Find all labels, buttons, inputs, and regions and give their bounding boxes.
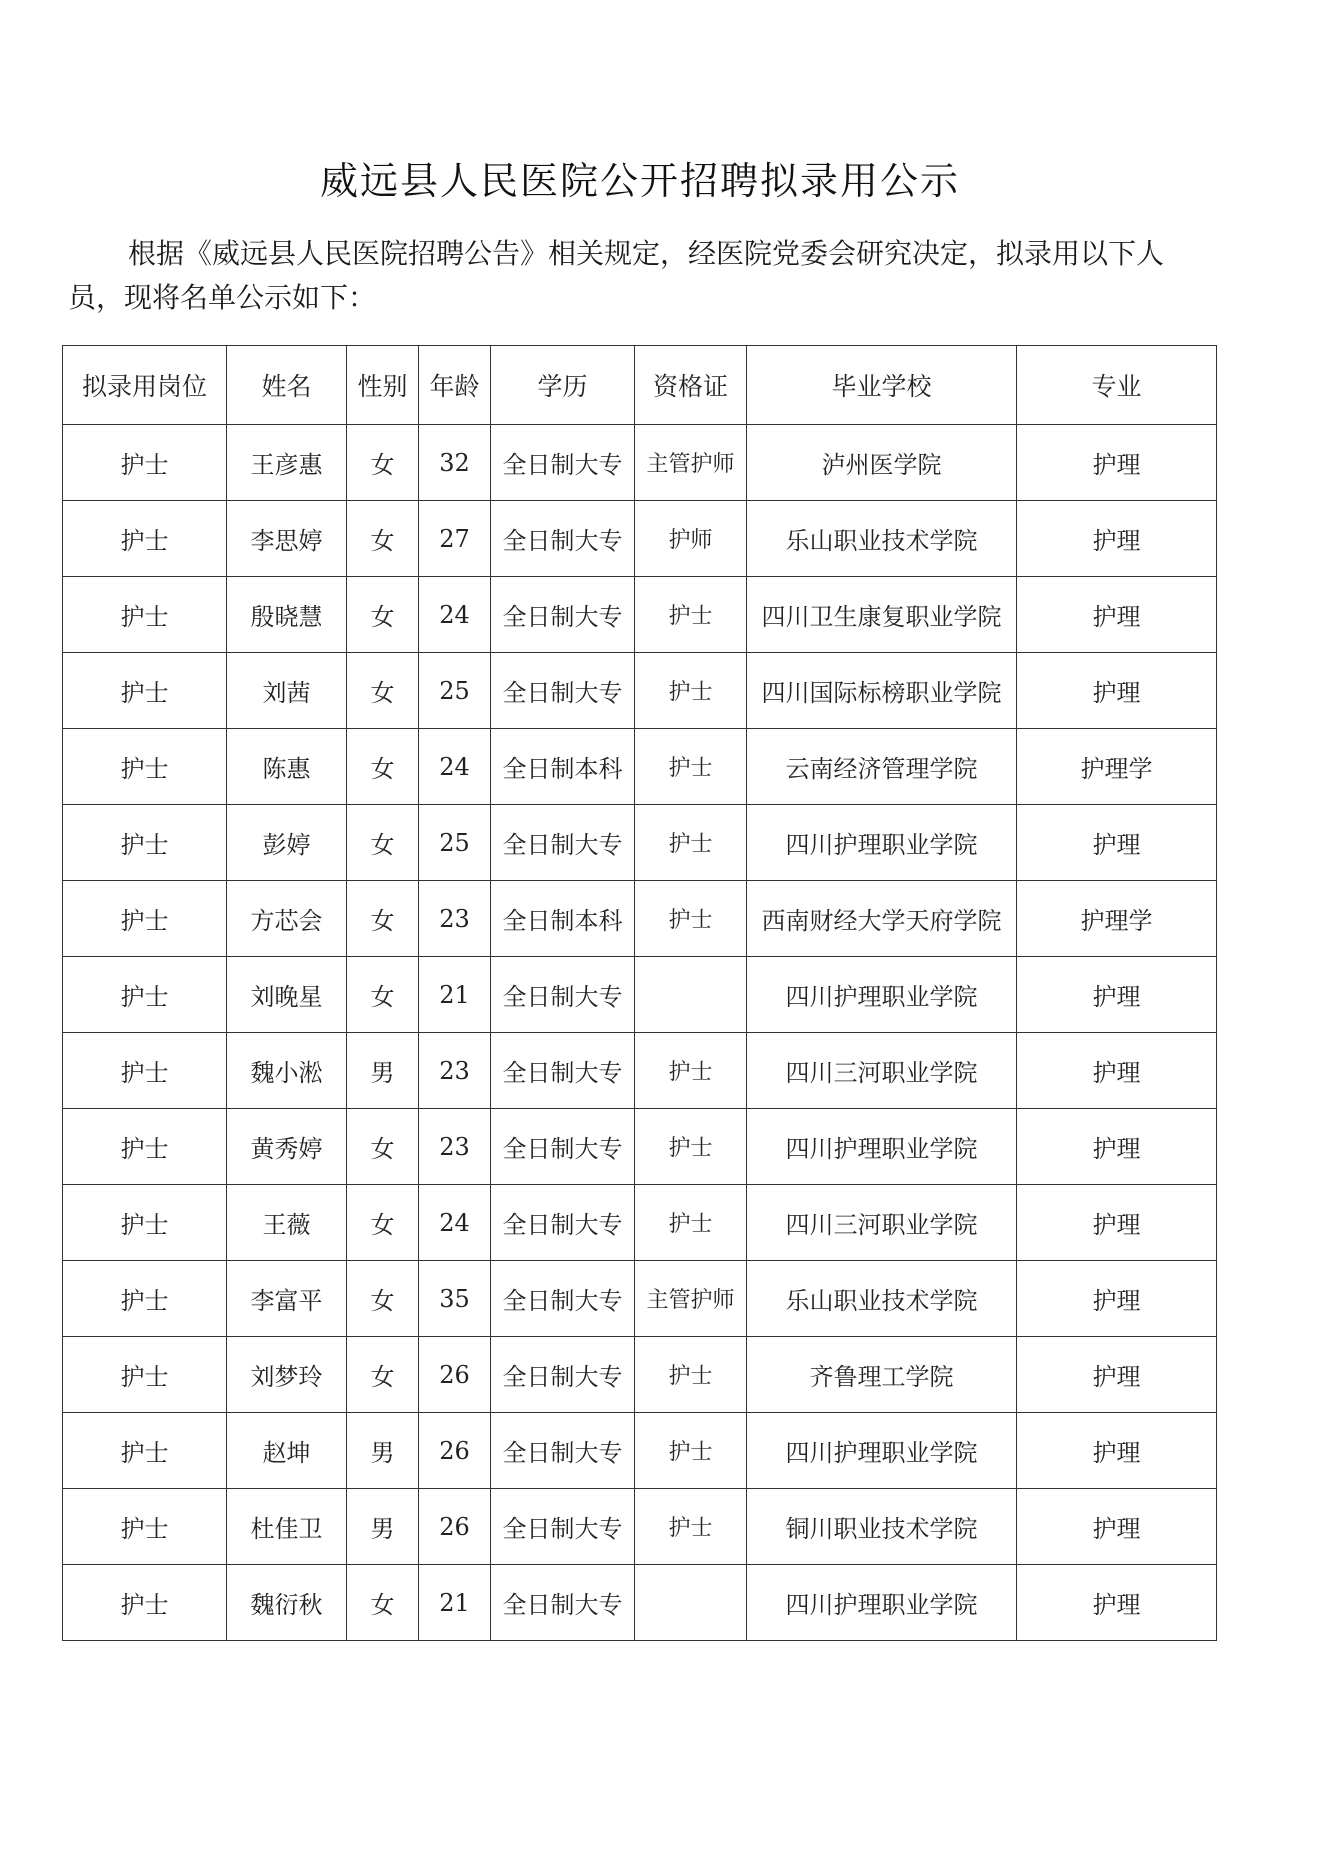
cell-school: 泸州医学院 (747, 425, 1017, 501)
cell-certificate: 护士 (635, 653, 747, 729)
cell-major: 护理 (1017, 1261, 1217, 1337)
cell-name: 陈惠 (227, 729, 347, 805)
cell-sex: 女 (347, 501, 419, 577)
cell-name: 王彦惠 (227, 425, 347, 501)
table-row (63, 425, 1217, 501)
cell-education: 全日制本科 (491, 729, 635, 805)
cell-name: 魏小淞 (227, 1033, 347, 1109)
intro-paragraph: 根据《威远县人民医院招聘公告》相关规定，经医院党委会研究决定，拟录用以下人员，现将名单公示如下： (68, 237, 1165, 314)
cell-major: 护理 (1017, 805, 1217, 881)
cell-school: 四川护理职业学院 (747, 1413, 1017, 1489)
cell-certificate: 主管护师 (635, 1261, 747, 1337)
cell-education: 全日制大专 (491, 653, 635, 729)
cell-sex: 女 (347, 425, 419, 501)
cell-name: 李思婷 (227, 501, 347, 577)
table-row (63, 1185, 1217, 1261)
cell-school: 四川护理职业学院 (747, 1109, 1017, 1185)
cell-post: 护士 (63, 1489, 227, 1565)
table-row (63, 1565, 1217, 1641)
cell-age: 21 (419, 957, 491, 1033)
cell-sex: 女 (347, 805, 419, 881)
cell-certificate (635, 1565, 747, 1641)
cell-sex: 男 (347, 1489, 419, 1565)
cell-school: 齐鲁理工学院 (747, 1337, 1017, 1413)
cell-sex: 男 (347, 1413, 419, 1489)
cell-certificate: 护士 (635, 1185, 747, 1261)
table-body (63, 425, 1217, 1641)
cell-education: 全日制大专 (491, 1413, 635, 1489)
cell-education: 全日制本科 (491, 881, 635, 957)
cell-certificate: 护士 (635, 1109, 747, 1185)
table-row (63, 1489, 1217, 1565)
table-row (63, 729, 1217, 805)
cell-major: 护理 (1017, 1337, 1217, 1413)
cell-school: 四川国际标榜职业学院 (747, 653, 1017, 729)
cell-post: 护士 (63, 1261, 227, 1337)
header-school: 毕业学校 (747, 346, 1017, 425)
cell-education: 全日制大专 (491, 501, 635, 577)
cell-age: 35 (419, 1261, 491, 1337)
cell-school: 四川卫生康复职业学院 (747, 577, 1017, 653)
cell-certificate: 护士 (635, 1337, 747, 1413)
cell-sex: 女 (347, 1185, 419, 1261)
cell-post: 护士 (63, 425, 227, 501)
cell-post: 护士 (63, 957, 227, 1033)
cell-name: 李富平 (227, 1261, 347, 1337)
cell-sex: 女 (347, 1109, 419, 1185)
header-certificate: 资格证 (635, 346, 747, 425)
hiring-table (62, 345, 1217, 1641)
cell-age: 27 (419, 501, 491, 577)
cell-name: 杜佳卫 (227, 1489, 347, 1565)
cell-certificate: 护士 (635, 1489, 747, 1565)
page-title: 威远县人民医院公开招聘拟录用公示 (319, 159, 960, 203)
cell-school: 西南财经大学天府学院 (747, 881, 1017, 957)
cell-education: 全日制大专 (491, 1185, 635, 1261)
cell-post: 护士 (63, 1413, 227, 1489)
cell-sex: 女 (347, 729, 419, 805)
cell-education: 全日制大专 (491, 577, 635, 653)
cell-education: 全日制大专 (491, 425, 635, 501)
header-post: 拟录用岗位 (63, 346, 227, 425)
cell-age: 24 (419, 577, 491, 653)
cell-certificate: 护士 (635, 881, 747, 957)
cell-major: 护理 (1017, 1565, 1217, 1641)
table-row (63, 1109, 1217, 1185)
cell-major: 护理 (1017, 1489, 1217, 1565)
table-header-row (63, 346, 1217, 425)
table-row (63, 805, 1217, 881)
cell-post: 护士 (63, 881, 227, 957)
cell-post: 护士 (63, 1033, 227, 1109)
cell-certificate: 护师 (635, 501, 747, 577)
cell-post: 护士 (63, 653, 227, 729)
table-row (63, 1033, 1217, 1109)
cell-name: 黄秀婷 (227, 1109, 347, 1185)
table-row (63, 1337, 1217, 1413)
cell-education: 全日制大专 (491, 1337, 635, 1413)
header-education: 学历 (491, 346, 635, 425)
cell-sex: 女 (347, 881, 419, 957)
header-age: 年龄 (419, 346, 491, 425)
cell-sex: 女 (347, 1337, 419, 1413)
cell-name: 殷晓慧 (227, 577, 347, 653)
cell-post: 护士 (63, 1337, 227, 1413)
cell-certificate: 护士 (635, 729, 747, 805)
cell-age: 23 (419, 881, 491, 957)
cell-school: 四川护理职业学院 (747, 957, 1017, 1033)
cell-major: 护理 (1017, 957, 1217, 1033)
cell-education: 全日制大专 (491, 1109, 635, 1185)
cell-major: 护理 (1017, 1109, 1217, 1185)
cell-name: 王薇 (227, 1185, 347, 1261)
cell-sex: 女 (347, 577, 419, 653)
table-row (63, 501, 1217, 577)
cell-post: 护士 (63, 1565, 227, 1641)
table-row (63, 1261, 1217, 1337)
cell-school: 四川三河职业学院 (747, 1185, 1017, 1261)
cell-name: 赵坤 (227, 1413, 347, 1489)
table-row (63, 653, 1217, 729)
header-major: 专业 (1017, 346, 1217, 425)
cell-post: 护士 (63, 577, 227, 653)
cell-major: 护理 (1017, 1033, 1217, 1109)
cell-education: 全日制大专 (491, 1489, 635, 1565)
cell-sex: 女 (347, 1261, 419, 1337)
cell-sex: 女 (347, 1565, 419, 1641)
cell-education: 全日制大专 (491, 805, 635, 881)
cell-certificate: 主管护师 (635, 425, 747, 501)
cell-school: 铜川职业技术学院 (747, 1489, 1017, 1565)
table-row (63, 1413, 1217, 1489)
cell-age: 23 (419, 1109, 491, 1185)
cell-major: 护理学 (1017, 729, 1217, 805)
cell-age: 25 (419, 653, 491, 729)
cell-name: 彭婷 (227, 805, 347, 881)
cell-major: 护理 (1017, 1413, 1217, 1489)
cell-age: 23 (419, 1033, 491, 1109)
cell-age: 24 (419, 1185, 491, 1261)
cell-major: 护理 (1017, 1185, 1217, 1261)
cell-age: 24 (419, 729, 491, 805)
cell-post: 护士 (63, 501, 227, 577)
cell-age: 26 (419, 1337, 491, 1413)
cell-post: 护士 (63, 805, 227, 881)
cell-school: 四川三河职业学院 (747, 1033, 1017, 1109)
cell-age: 26 (419, 1413, 491, 1489)
cell-sex: 男 (347, 1033, 419, 1109)
cell-certificate: 护士 (635, 1033, 747, 1109)
cell-certificate: 护士 (635, 1413, 747, 1489)
cell-certificate: 护士 (635, 577, 747, 653)
cell-name: 魏衍秋 (227, 1565, 347, 1641)
cell-major: 护理 (1017, 501, 1217, 577)
cell-post: 护士 (63, 1185, 227, 1261)
cell-major: 护理学 (1017, 881, 1217, 957)
header-name: 姓名 (227, 346, 347, 425)
cell-education: 全日制大专 (491, 1565, 635, 1641)
cell-education: 全日制大专 (491, 957, 635, 1033)
cell-age: 25 (419, 805, 491, 881)
table-row (63, 577, 1217, 653)
cell-school: 四川护理职业学院 (747, 805, 1017, 881)
cell-name: 刘晚星 (227, 957, 347, 1033)
cell-certificate: 护士 (635, 805, 747, 881)
cell-name: 刘茜 (227, 653, 347, 729)
table-row (63, 957, 1217, 1033)
cell-post: 护士 (63, 729, 227, 805)
cell-major: 护理 (1017, 577, 1217, 653)
cell-certificate (635, 957, 747, 1033)
cell-age: 32 (419, 425, 491, 501)
cell-education: 全日制大专 (491, 1033, 635, 1109)
cell-name: 方芯会 (227, 881, 347, 957)
cell-sex: 女 (347, 653, 419, 729)
cell-school: 乐山职业技术学院 (747, 1261, 1017, 1337)
cell-sex: 女 (347, 957, 419, 1033)
header-sex: 性别 (347, 346, 419, 425)
cell-major: 护理 (1017, 653, 1217, 729)
cell-education: 全日制大专 (491, 1261, 635, 1337)
cell-school: 乐山职业技术学院 (747, 501, 1017, 577)
cell-age: 21 (419, 1565, 491, 1641)
cell-age: 26 (419, 1489, 491, 1565)
cell-school: 四川护理职业学院 (747, 1565, 1017, 1641)
table-row (63, 881, 1217, 957)
cell-major: 护理 (1017, 425, 1217, 501)
cell-school: 云南经济管理学院 (747, 729, 1017, 805)
cell-post: 护士 (63, 1109, 227, 1185)
cell-name: 刘梦玲 (227, 1337, 347, 1413)
